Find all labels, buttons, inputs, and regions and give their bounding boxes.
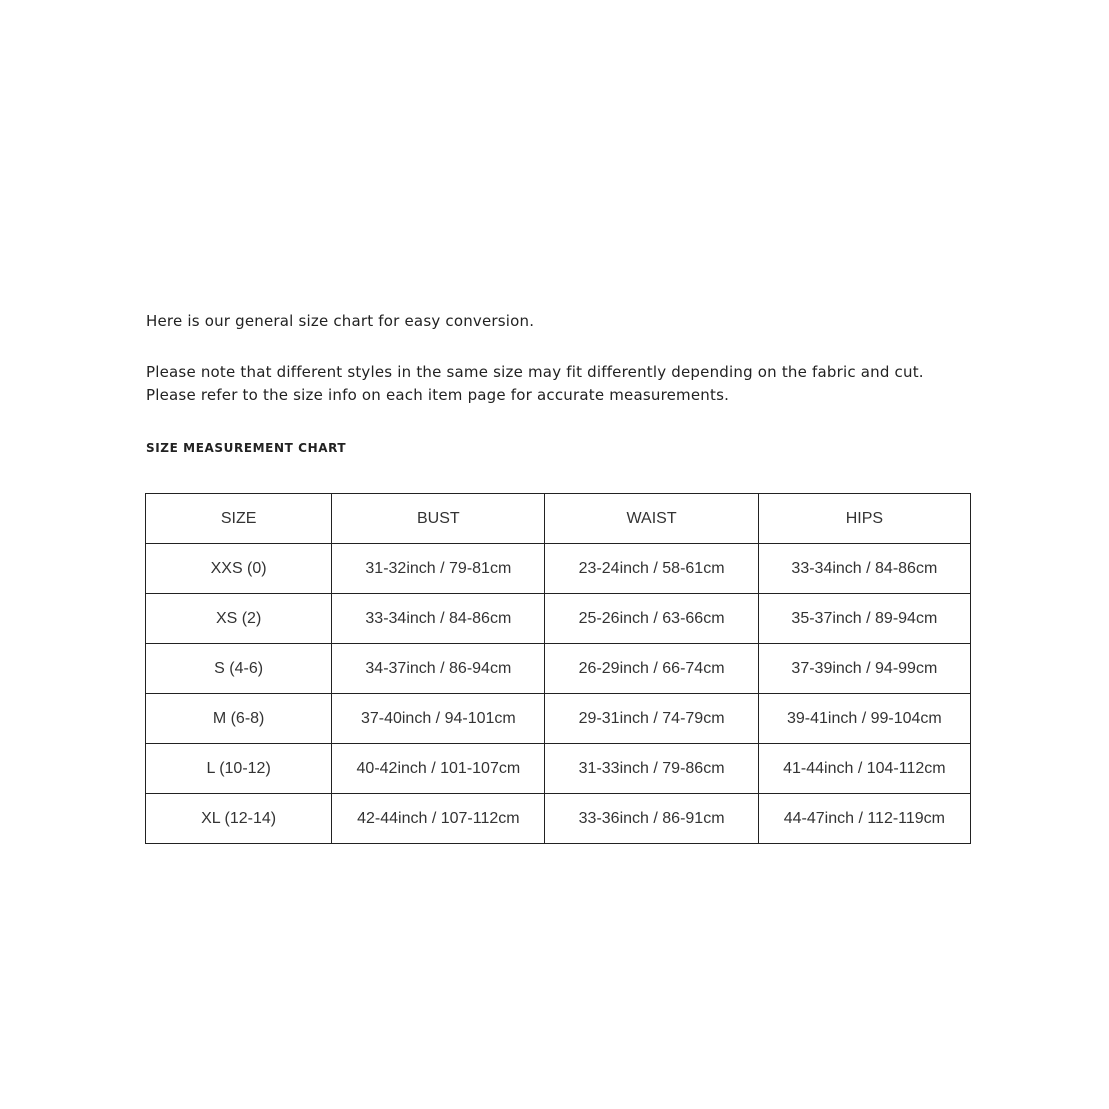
bust-cell: 34-37inch / 86-94cm [332,644,545,694]
size-cell: L (10-12) [146,744,332,794]
size-measurement-table [145,493,971,844]
hips-cell: 44-47inch / 112-119cm [758,794,970,844]
bust-cell: 33-34inch / 84-86cm [332,594,545,644]
waist-cell: 26-29inch / 66-74cm [545,644,758,694]
waist-cell: 33-36inch / 86-91cm [545,794,758,844]
header-bust: BUST [332,494,545,544]
fit-note-line-1: Please note that different styles in the same size may fit differently depending on the fabric and cut. [146,363,924,381]
fit-note-line-2: Please refer to the size info on each item page for accurate measurements. [146,386,730,404]
size-cell: XXS (0) [146,544,332,594]
bust-cell: 37-40inch / 94-101cm [332,694,545,744]
table-row [146,794,971,844]
table-row [146,644,971,694]
chart-heading: SIZE MEASUREMENT CHART [146,441,347,455]
hips-cell: 37-39inch / 94-99cm [758,644,970,694]
size-cell: M (6-8) [146,694,332,744]
waist-cell: 29-31inch / 74-79cm [545,694,758,744]
hips-cell: 41-44inch / 104-112cm [758,744,970,794]
bust-cell: 31-32inch / 79-81cm [332,544,545,594]
bust-cell: 42-44inch / 107-112cm [332,794,545,844]
hips-cell: 35-37inch / 89-94cm [758,594,970,644]
header-size: SIZE [146,494,332,544]
waist-cell: 25-26inch / 63-66cm [545,594,758,644]
table-header-row [146,494,971,544]
intro-text: Here is our general size chart for easy conversion. [146,312,535,330]
size-cell: S (4-6) [146,644,332,694]
hips-cell: 39-41inch / 99-104cm [758,694,970,744]
header-waist: WAIST [545,494,758,544]
table-row [146,594,971,644]
waist-cell: 23-24inch / 58-61cm [545,544,758,594]
fit-note [146,361,1046,407]
table-row [146,694,971,744]
bust-cell: 40-42inch / 101-107cm [332,744,545,794]
table-row [146,744,971,794]
waist-cell: 31-33inch / 79-86cm [545,744,758,794]
header-hips: HIPS [758,494,970,544]
hips-cell: 33-34inch / 84-86cm [758,544,970,594]
table-row [146,544,971,594]
size-cell: XL (12-14) [146,794,332,844]
size-cell: XS (2) [146,594,332,644]
